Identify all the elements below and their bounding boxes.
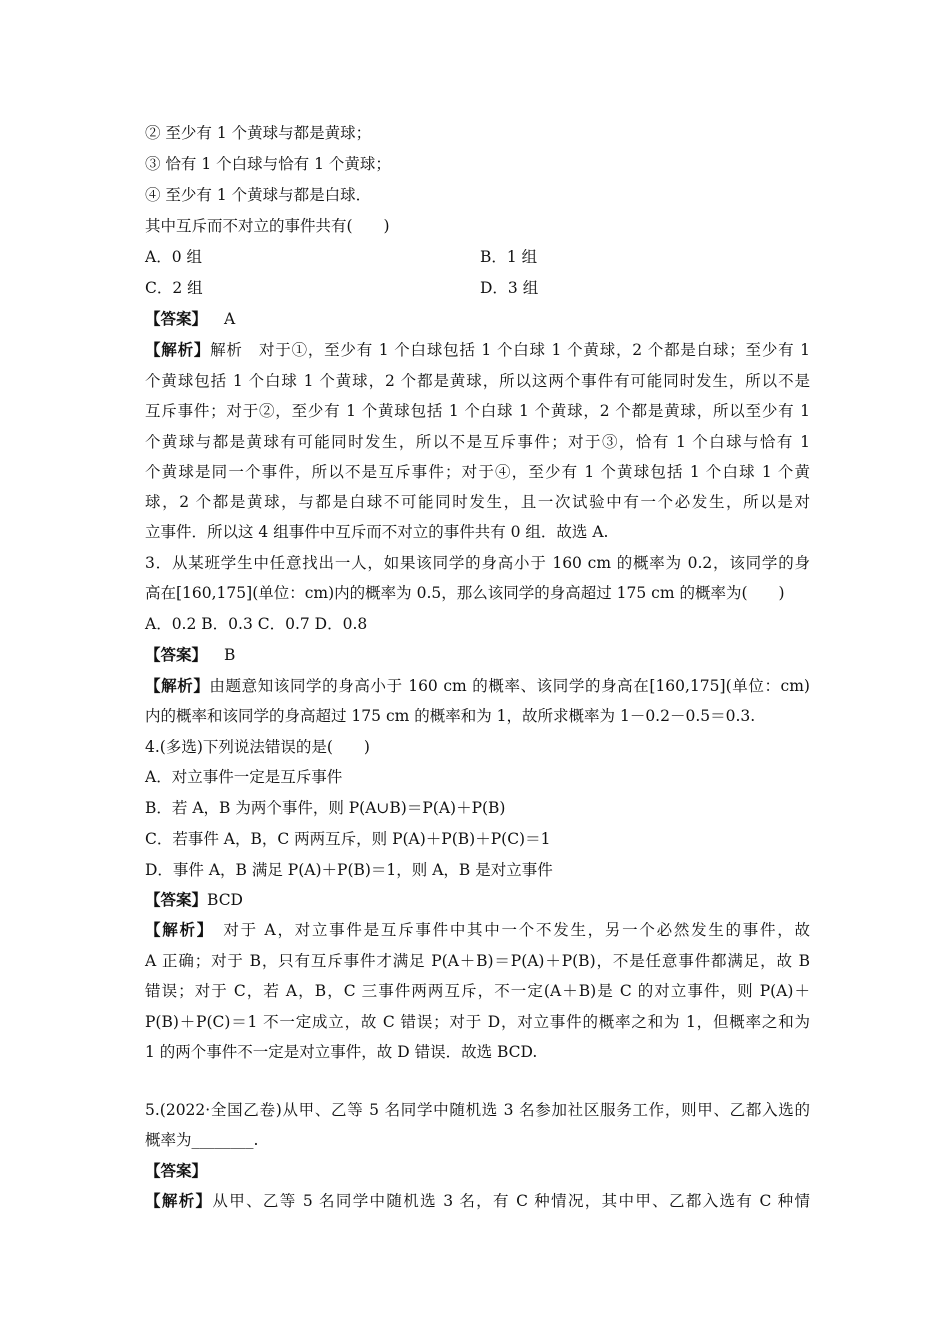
choice-a: A．对立事件一定是互斥事件 xyxy=(145,768,343,786)
choice-d: D．事件 A，B 满足 P(A)＋P(B)＝1，则 A，B 是对立事件 xyxy=(145,861,553,879)
choice-d: D．3 组 xyxy=(480,279,539,297)
question-5-stem: 5.(2022·全国乙卷)从甲、乙等 5 名同学中随机选 3 名参加社区服务工作，则甲、乙都入选的 xyxy=(145,1101,810,1119)
analysis-line: 个黄球包括 1 个白球 1 个黄球，2 个都是黄球，所以这两个事件有可能同时发生，所以不是 xyxy=(145,372,810,390)
analysis-line: 【解析】 对于 A，对立事件是互斥事件中其中一个不发生，另一个必然发生的事件，故 xyxy=(145,920,810,939)
analysis-line: 内的概率和该同学的身高超过 175 cm 的概率和为 1，故所求概率为 1－0.2－0.5＝0.3. xyxy=(145,707,756,725)
analysis-line: P(B)＋P(C)＝1 不一定成立，故 C 错误；对于 D，对立事件的概率之和为 1，但概率之和为 xyxy=(145,1013,810,1031)
analysis-label: 【解析】 xyxy=(145,920,207,939)
analysis-line: 【解析】解析 对于①，至少有 1 个白球包括 1 个白球 1 个黄球，2 个都是白球；至少有 1 xyxy=(145,340,810,359)
analysis-label: 【解析】 xyxy=(145,1191,213,1210)
question-5-stem: 概率为________. xyxy=(145,1131,259,1149)
question-stem-end: 其中互斥而不对立的事件共有( ) xyxy=(145,217,390,235)
question-3-choices: A．0.2 B．0.3 C．0.7 D．0.8 xyxy=(145,615,368,633)
answer-line xyxy=(145,309,810,329)
answer-value: BCD xyxy=(207,891,243,909)
analysis-line: 球，2 个都是黄球，与都是白球不可能同时发生，且一次试验中有一个必发生，所以是对 xyxy=(145,493,810,511)
choice-c: C．2 组 xyxy=(145,279,203,297)
answer-value: B xyxy=(223,646,236,664)
analysis-label: 【解析】 xyxy=(145,340,211,359)
choice-c: C．若事件 A，B，C 两两互斥，则 P(A)＋P(B)＋P(C)＝1 xyxy=(145,830,551,848)
answer-label: 【答案】 xyxy=(145,645,208,664)
question-3-stem: 高在[160,175](单位：cm)内的概率为 0.5，那么该同学的身高超过 175 cm 的概率为( ) xyxy=(145,584,785,602)
analysis-line: 个黄球与都是黄球有可能同时发生，所以不是互斥事件；对于③，恰有 1 个白球与恰有 1 xyxy=(145,433,810,451)
option-2: ② 至少有 1 个黄球与都是黄球； xyxy=(145,124,372,142)
answer-label: 【答案】 xyxy=(145,309,208,328)
question-3-stem: 3．从某班学生中任意找出一人，如果该同学的身高小于 160 cm 的概率为 0.2，该同学的身 xyxy=(145,554,810,572)
choice-b: B．1 组 xyxy=(480,248,538,266)
choice-b: B．若 A，B 为两个事件，则 P(A∪B)＝P(A)＋P(B) xyxy=(145,799,506,817)
analysis-line: 【解析】由题意知该同学的身高小于 160 cm 的概率、该同学的身高在[160,175](单位：cm) xyxy=(145,676,810,695)
analysis-line: 错误；对于 C，若 A，B，C 三事件两两互斥，不一定(A＋B)是 C 的对立事件，则 P(A)＋ xyxy=(145,982,810,1000)
answer-line xyxy=(145,645,810,665)
answer-line xyxy=(145,890,810,910)
analysis-line: 1 的两个事件不一定是对立事件，故 D 错误．故选 BCD. xyxy=(145,1043,538,1061)
question-4-stem: 4.(多选)下列说法错误的是( ) xyxy=(145,738,370,756)
analysis-label: 【解析】 xyxy=(145,676,210,695)
answer-label: 【答案】 xyxy=(145,890,208,909)
analysis-line: 互斥事件；对于②，至少有 1 个黄球包括 1 个白球 1 个黄球，2 个都是黄球，所以至少有 1 xyxy=(145,402,810,420)
analysis-line: 立事件．所以这 4 组事件中互斥而不对立的事件共有 0 组．故选 A. xyxy=(145,523,609,541)
answer-label: 【答案】 xyxy=(145,1161,208,1180)
option-3: ③ 恰有 1 个白球与恰有 1 个黄球； xyxy=(145,155,391,173)
analysis-line: 个黄球是同一个事件，所以不是互斥事件；对于④，至少有 1 个黄球包括 1 个白球 1 个黄 xyxy=(145,463,810,481)
analysis-line: A 正确；对于 B，只有互斥事件才满足 P(A＋B)＝P(A)＋P(B)，不是任意事件都满足，故 B xyxy=(145,952,810,970)
analysis-line: 【解析】从甲、乙等 5 名同学中随机选 3 名，有 C 种情况，其中甲、乙都入选有 C 种情 xyxy=(145,1191,810,1210)
answer-line xyxy=(145,1161,810,1181)
option-4: ④ 至少有 1 个黄球与都是白球． xyxy=(145,186,372,204)
choice-a: A．0 组 xyxy=(145,248,202,266)
answer-value: A xyxy=(223,310,236,328)
